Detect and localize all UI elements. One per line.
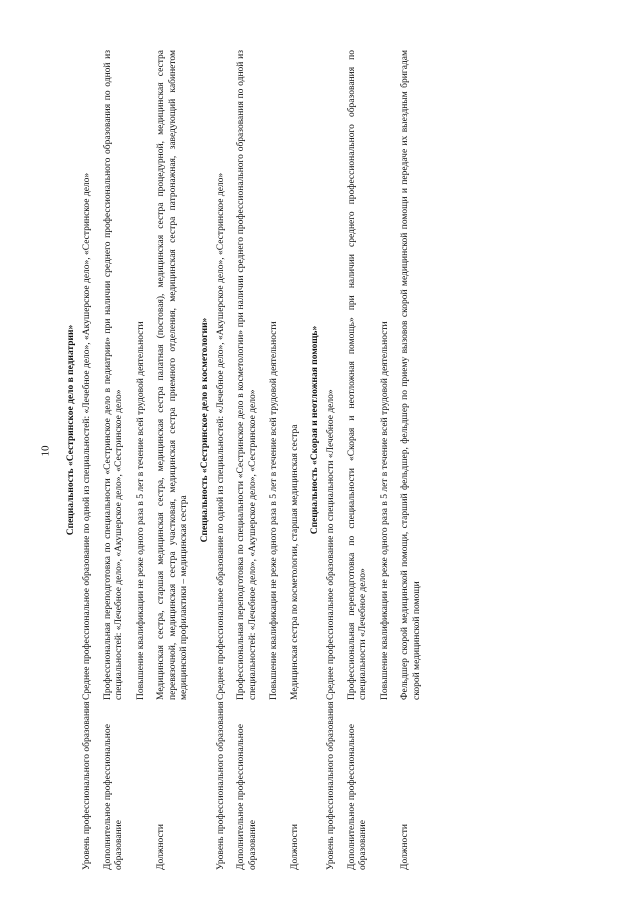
value-positions: Фельдшер скорой медицинской помощи, старший фельдшер, фельдшер по приему вызовов скорой медицинской помощи и передаче их выездным бригадам скорой медицинской помощи <box>400 50 422 700</box>
section-title: Специальность «Сестринское дело в косметологии» <box>199 317 210 543</box>
row-positions <box>290 50 302 870</box>
section-title: Специальность «Сестринское дело в педиатрии» <box>66 324 76 536</box>
value-additional <box>347 50 392 700</box>
row-additional <box>236 50 281 870</box>
label-additional: Дополнительное профессиональное образование <box>102 724 124 870</box>
value-level: Среднее профессиональное образование по специальности «Лечебное дело» <box>326 389 336 700</box>
value-level: Среднее профессиональное образование по одной из специальностей: «Лечебное дело», «Акушерское дело», «Сестринское дело» <box>215 172 226 700</box>
value-positions: Медицинская сестра, старшая медицинская сестра, медицинская сестра палатная (постовая), медицинская сестра процедурной, медицинская сестра перевязочной, медицинская сестра участковая, медицинская сестра приемного отделения, медицинская сестра патронажная, заведующий кабинетом медицинской профилактики – медицинская сестра <box>156 50 189 700</box>
qualification-text: Повышение квалификации не реже одного раза в 5 лет в течение всей трудовой деятельности <box>269 321 279 700</box>
label-additional: Дополнительное профессиональное образование <box>236 724 258 870</box>
document-body <box>60 50 620 870</box>
page-number: 10 <box>39 445 52 457</box>
value-level: Среднее профессиональное образование по одной из специальностей: «Лечебное дело», «Акушерское дело», «Сестринское дело» <box>82 172 92 700</box>
value-positions: Медицинская сестра по косметологии, старшая медицинская сестра <box>289 424 300 700</box>
section-title: Специальность «Скорая и неотложная помощь» <box>310 325 320 535</box>
row-positions <box>156 50 191 870</box>
row-positions <box>400 50 423 870</box>
label-level: Уровень профессионального образования <box>326 701 336 870</box>
label-positions: Должности <box>400 824 410 870</box>
label-additional: Дополнительное профессиональное образование <box>346 724 368 870</box>
qualification-text: Повышение квалификации не реже одного раза в 5 лет в течение всей трудовой деятельности <box>379 321 390 700</box>
value-additional <box>103 50 148 700</box>
qualification-text: Повышение квалификации не реже одного раза в 5 лет в течение всей трудовой деятельности <box>135 321 146 700</box>
additional-text: Профессиональная переподготовка по специальности «Сестринское дело в педиатрии» при наличии среднего профессионального образования по одной из специальностей: «Лечебное дело», «Акушерское дело», «Сестринское дело» <box>102 50 124 700</box>
label-level: Уровень профессионального образования <box>82 701 92 870</box>
row-additional <box>347 50 392 870</box>
label-positions: Должности <box>156 824 166 870</box>
row-level <box>326 50 338 870</box>
additional-text: Профессиональная переподготовка по специальности «Сестринское дело в косметологии» при наличии среднего профессионального образования по одной из специальностей: «Лечебное дело», «Акушерское дело», «Сестринское дело» <box>236 50 258 700</box>
label-level: Уровень профессионального образования <box>215 701 226 870</box>
row-level <box>82 50 94 870</box>
row-additional <box>103 50 148 870</box>
label-positions: Должности <box>289 824 300 870</box>
additional-text: Профессиональная переподготовка по специальности «Скорая и неотложная помощь» при наличии среднего профессионального образования по специальности «Лечебное дело» <box>346 50 368 700</box>
row-level <box>216 50 228 870</box>
value-additional <box>236 50 281 700</box>
